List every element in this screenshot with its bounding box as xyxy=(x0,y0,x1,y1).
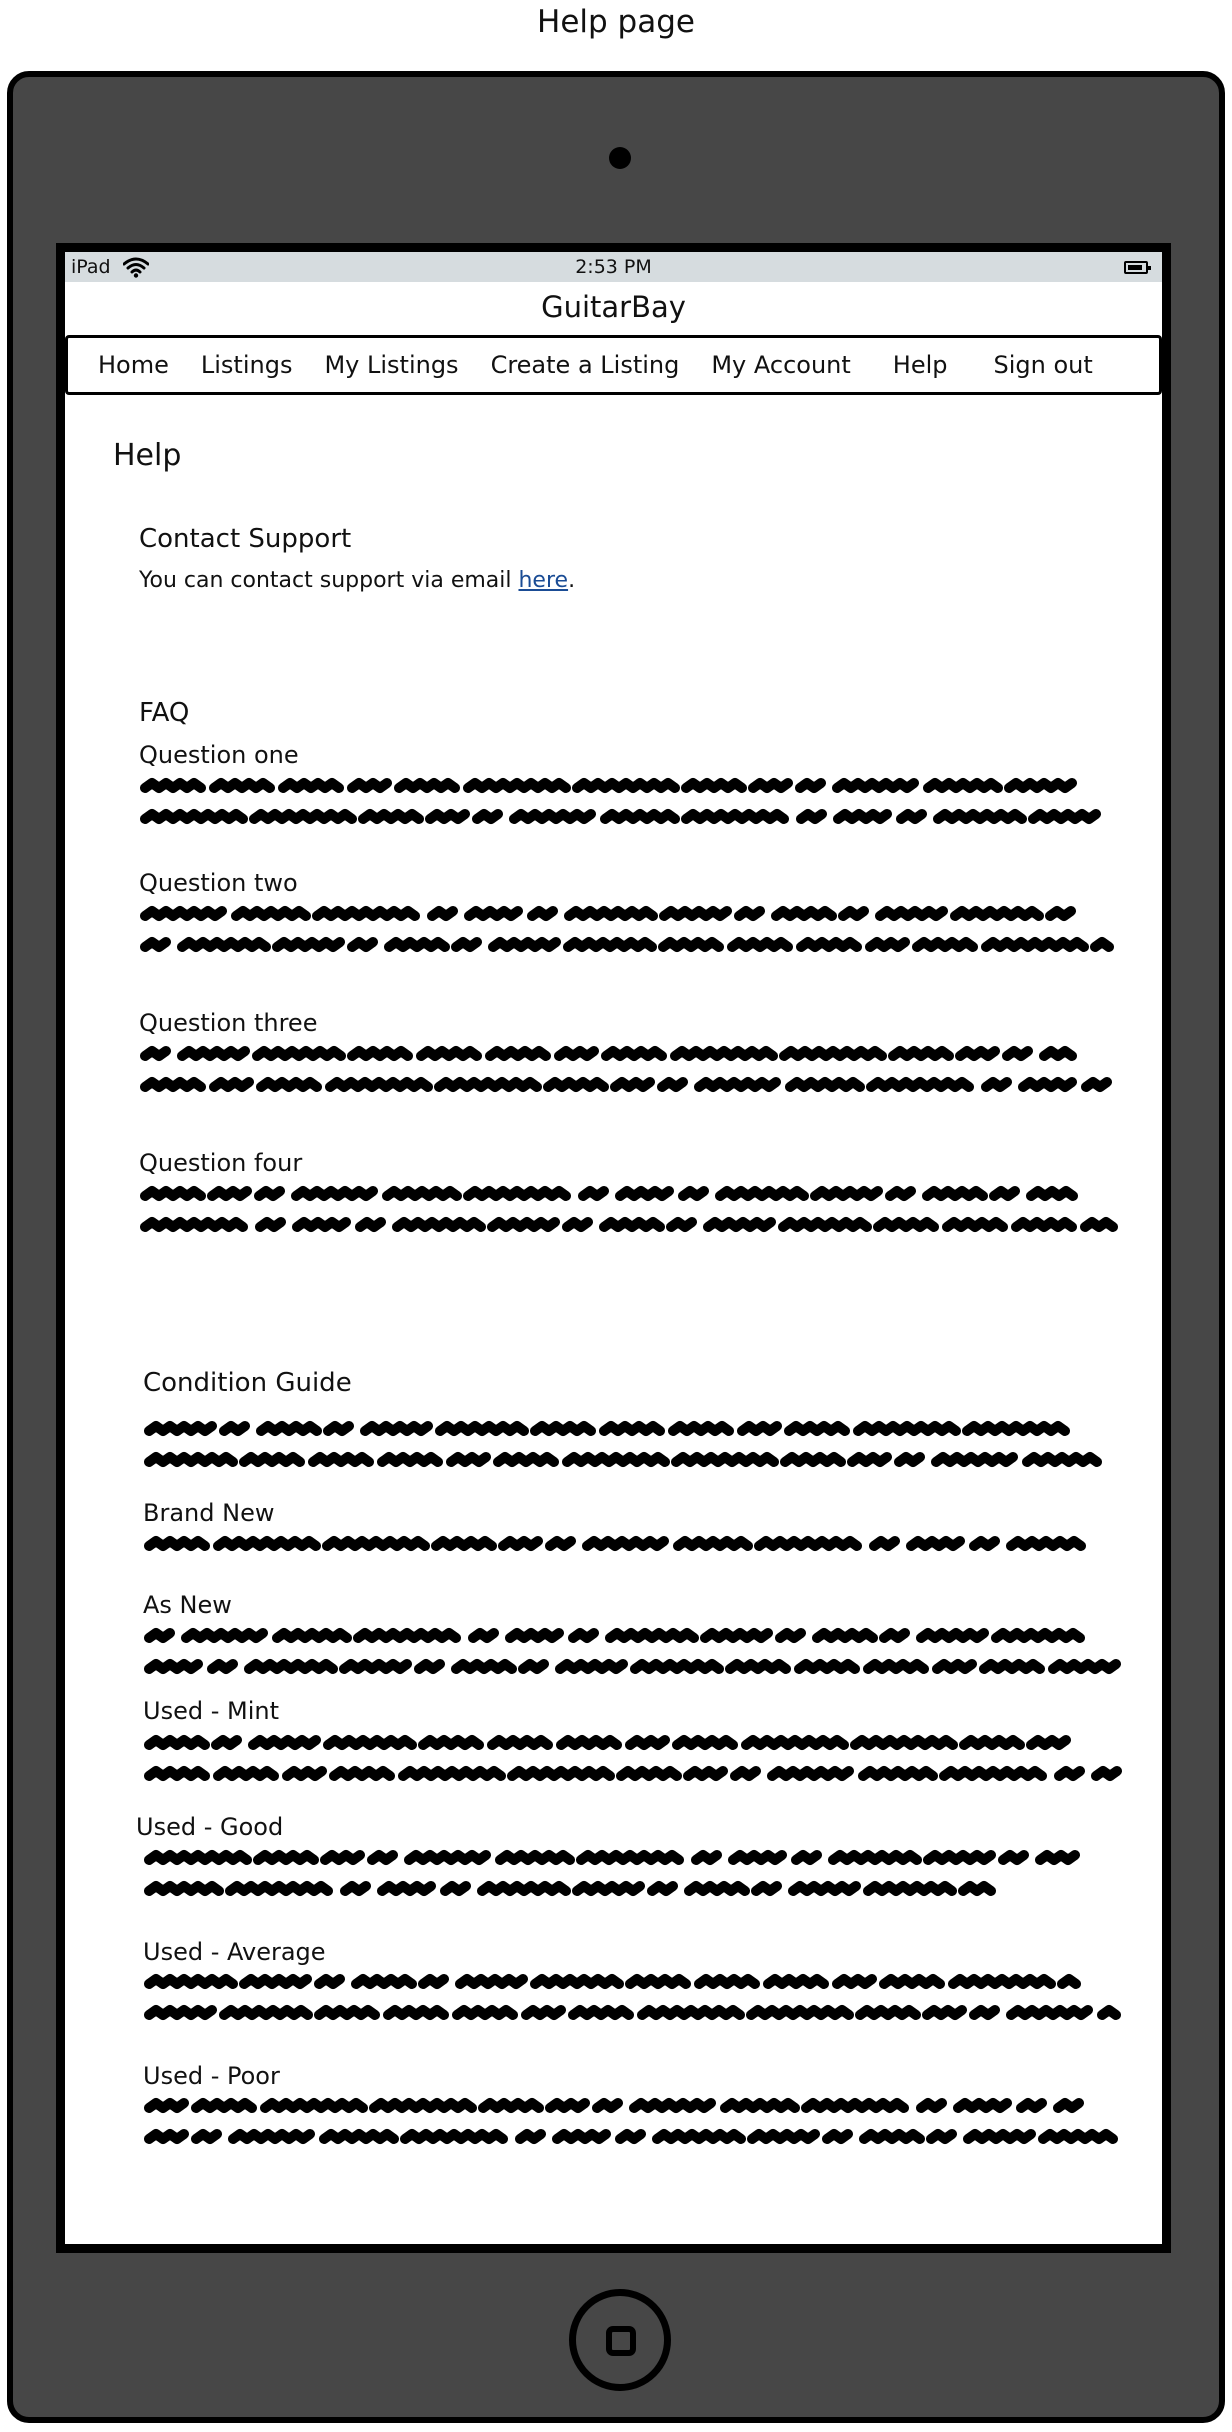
home-square-icon xyxy=(606,2326,636,2356)
status-time: 2:53 PM xyxy=(575,256,652,278)
faq-question-one-title: Question one xyxy=(139,741,299,769)
condition-as-new-line-2 xyxy=(145,1660,1121,1674)
faq-question-two-title: Question two xyxy=(139,869,298,897)
page-title: Help xyxy=(113,438,182,473)
condition-as-new-title: As New xyxy=(143,1591,232,1619)
condition-used-good-line-2 xyxy=(145,1882,997,1896)
condition-as-new-line-1 xyxy=(145,1629,1085,1643)
condition-used-good-line-1 xyxy=(145,1851,1085,1865)
condition-brand-new-title: Brand New xyxy=(143,1499,275,1527)
contact-support-title: Contact Support xyxy=(139,524,352,554)
condition-used-average-line-2 xyxy=(145,2006,1121,2020)
page-caption: Help page xyxy=(537,4,695,40)
faq-question-three-title: Question three xyxy=(139,1009,318,1037)
screen xyxy=(56,243,1171,2253)
condition-used-poor-line-1 xyxy=(145,2099,1085,2113)
nav-item-my-listings[interactable]: My Listings xyxy=(324,351,459,379)
faq-answer-three-line-2 xyxy=(141,1078,1117,1092)
condition-guide-title: Condition Guide xyxy=(143,1368,352,1398)
nav-item-sign-out[interactable]: Sign out xyxy=(993,351,1093,379)
condition-used-average-title: Used - Average xyxy=(143,1938,326,1966)
condition-used-mint-line-2 xyxy=(145,1767,1121,1781)
condition-used-poor-title: Used - Poor xyxy=(143,2062,280,2090)
contact-support-prefix: You can contact support via email xyxy=(139,568,519,593)
condition-guide-intro-line-2 xyxy=(145,1453,1121,1467)
battery-icon xyxy=(1124,261,1148,274)
nav-item-help[interactable]: Help xyxy=(892,351,948,379)
nav-bar xyxy=(65,335,1162,395)
support-email-link[interactable]: here xyxy=(518,568,569,593)
status-bar xyxy=(65,252,1162,282)
camera-dot xyxy=(609,147,631,169)
condition-used-good-title: Used - Good xyxy=(136,1813,284,1841)
condition-used-mint-line-1 xyxy=(145,1736,1085,1750)
faq-answer-two-line-2 xyxy=(141,938,1117,952)
faq-title: FAQ xyxy=(139,698,190,728)
condition-used-poor-line-2 xyxy=(145,2130,1121,2144)
faq-answer-four-line-2 xyxy=(141,1218,1117,1232)
status-device-label: iPad xyxy=(71,256,111,278)
condition-brand-new-line-1 xyxy=(145,1537,1085,1551)
faq-answer-three-line-1 xyxy=(141,1047,1081,1061)
nav-item-create-listing[interactable]: Create a Listing xyxy=(490,351,680,379)
faq-answer-two-line-1 xyxy=(141,907,1081,921)
app-title: GuitarBay xyxy=(541,290,686,324)
nav-item-my-account[interactable]: My Account xyxy=(711,351,851,379)
contact-support-text xyxy=(139,568,575,593)
condition-guide-intro-line-1 xyxy=(145,1422,1085,1436)
faq-question-four-title: Question four xyxy=(139,1149,303,1177)
condition-used-average-line-1 xyxy=(145,1975,1085,1989)
condition-used-mint-title: Used - Mint xyxy=(143,1697,279,1725)
home-button[interactable] xyxy=(569,2289,671,2391)
faq-answer-one-line-1 xyxy=(141,779,1081,793)
contact-support-suffix: . xyxy=(568,568,576,593)
faq-answer-one-line-2 xyxy=(141,810,1117,824)
nav-item-home[interactable]: Home xyxy=(98,351,169,379)
faq-answer-four-line-1 xyxy=(141,1187,1081,1201)
nav-item-listings[interactable]: Listings xyxy=(200,351,293,379)
